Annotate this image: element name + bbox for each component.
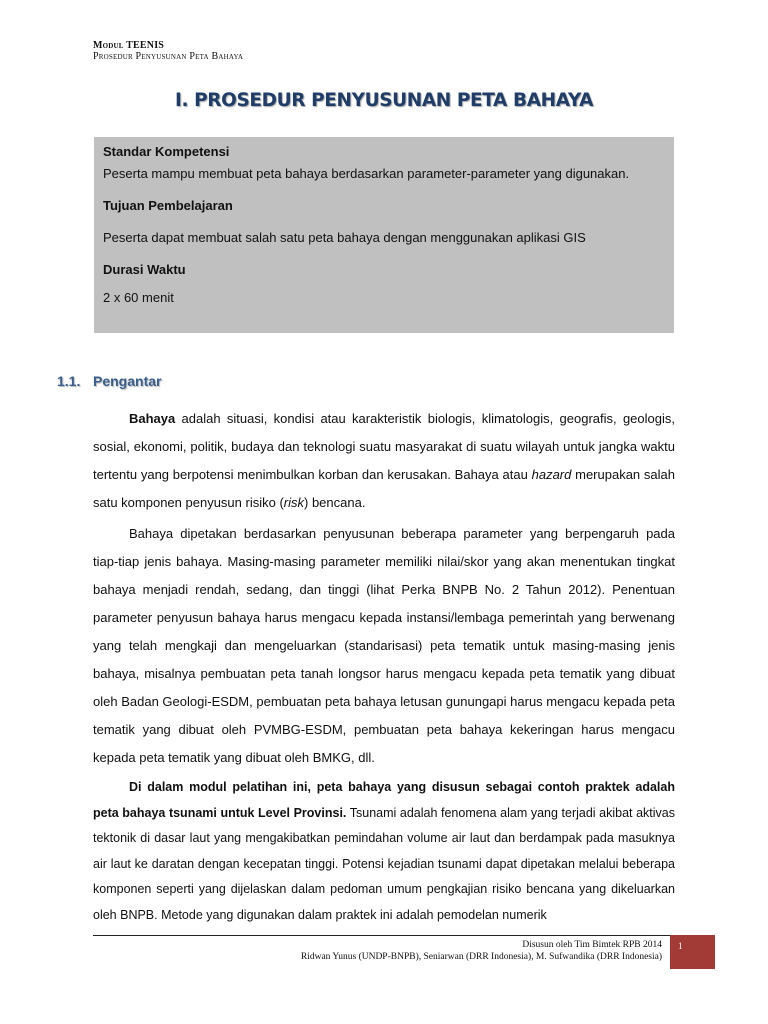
paragraph-1 <box>93 405 675 517</box>
header-module-name: Modul TEENIS <box>93 40 165 51</box>
tujuan-text: Peserta dapat membuat salah satu peta bahaya dengan menggunakan aplikasi GIS <box>103 230 586 245</box>
chapter-title: I. PROSEDUR PENYUSUNAN PETA BAHAYA <box>174 90 593 111</box>
durasi-label: Durasi Waktu <box>103 262 186 277</box>
section-title: Pengantar <box>93 373 162 389</box>
tujuan-label: Tujuan Pembelajaran <box>103 198 233 213</box>
running-header <box>93 40 243 62</box>
term-hazard: hazard <box>531 467 572 482</box>
footer-credits <box>301 939 662 963</box>
term-bahaya: Bahaya <box>129 411 176 426</box>
header-chapter-name: Prosedur Penyusunan Peta Bahaya <box>93 51 244 62</box>
standar-label: Standar Kompetensi <box>103 144 230 159</box>
footer-rule <box>93 935 670 936</box>
standar-text: Peserta mampu membuat peta bahaya berdasarkan parameter-parameter yang digunakan. <box>103 166 630 181</box>
term-risk: risk <box>283 495 304 510</box>
paragraph-3 <box>93 775 675 928</box>
section-heading <box>57 373 161 389</box>
footer-line-1: Disusun oleh Tim Bimtek RPB 2014 <box>522 940 662 950</box>
body-text <box>93 405 675 931</box>
page-number: 1 <box>670 935 715 969</box>
competency-box <box>94 137 674 333</box>
footer-line-2: Ridwan Yunus (UNDP-BNPB), Seniarwan (DRR Indonesia), M. Sufwandika (DRR Indonesia) <box>300 952 662 962</box>
section-number: 1.1. <box>57 373 81 389</box>
durasi-text: 2 x 60 menit <box>103 290 174 305</box>
paragraph-2: Bahaya dipetakan berdasarkan penyusunan beberapa parameter yang berpengaruh pada tiap-tiap jenis bahaya. Masing-masing parameter memiliki nilai/skor yang akan menentukan tingkat bahaya menjadi rendah, sedang, dan tinggi (lihat Perka BNPB No. 2 Tahun 2012). Penentuan parameter penyusun bahaya harus mengacu kepada instansi/lembaga pemerintah yang berwenang yang telah mengkaji dan mengeluarkan (standarisasi) peta tematik untuk masing-masing jenis bahaya, misalnya pembuatan peta tanah longsor harus mengacu kepada peta tematik yang dibuat oleh Badan Geologi-ESDM, pembuatan peta bahaya letusan gunungapi harus mengacu kepada peta tematik yang dibuat oleh PVMBG-ESDM, pembuatan peta bahaya kekeringan harus mengacu kepada peta tematik yang dibuat oleh BMKG, dll. <box>93 526 675 765</box>
paragraph-1-text-a: adalah situasi, kondisi atau karakteristik biologis, klimatologis, geografis, geologis, sosial, ekonomi, politik, budaya dan teknologi suatu masyarakat di suatu wilayah untuk jangka waktu tertentu yang berpotensi menimbulkan korban dan kerusakan. Bahaya atau <box>93 411 675 482</box>
paragraph-3-text: Tsunami adalah fenomena alam yang terjadi akibat aktivas tektonik di dasar laut yang mengakibatkan pemindahan volume air laut dan berdampak pada masuknya air laut ke daratan dengan kecepatan tinggi. Potensi kejadian tsunami dapat dipetakan melalui beberapa komponen seperti yang dijelaskan dalam pedoman umum pengkajian risiko bencana yang dikeluarkan oleh BNPB. Metode yang digunakan dalam praktek ini adalah pemodelan numerik <box>93 805 675 922</box>
paragraph-1-text-b: merupakan salah satu komponen penyusun risiko ( <box>93 467 676 510</box>
paragraph-3-bold: Di dalam modul pelatihan ini, peta bahaya yang disusun sebagai contoh praktek adalah peta bahaya tsunami untuk Level Provinsi. <box>93 780 675 820</box>
paragraph-1-text-c: ) bencana. <box>304 495 366 510</box>
